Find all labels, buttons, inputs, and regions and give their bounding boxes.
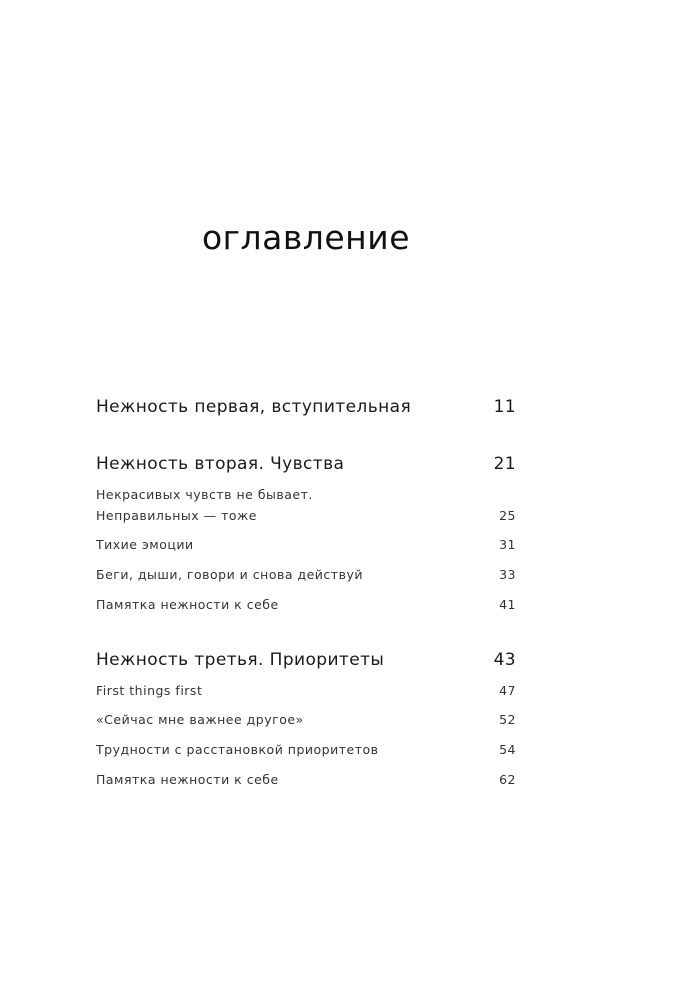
toc-section[interactable] <box>96 454 516 474</box>
toc-item[interactable] <box>96 772 516 787</box>
toc-page-number: 54 <box>499 742 516 757</box>
toc-item[interactable] <box>96 683 516 698</box>
toc-item-label: Беги, дыши, говори и снова действуй <box>96 567 363 582</box>
toc-item-label: Трудности с расстановкой приоритетов <box>96 742 379 757</box>
toc-page-number: 62 <box>499 772 516 787</box>
toc-section-label: Нежность третья. Приоритеты <box>96 650 385 670</box>
toc-item-label: Тихие эмоции <box>96 537 194 552</box>
toc-page-number: 31 <box>499 537 516 552</box>
toc-page-number: 33 <box>499 567 516 582</box>
toc-item[interactable] <box>96 597 516 612</box>
toc-page-number: 25 <box>499 508 516 523</box>
page-title: оглавление <box>201 218 410 257</box>
toc-page-number: 43 <box>493 650 516 670</box>
toc-item[interactable] <box>96 537 516 552</box>
toc-item-line1 <box>96 487 516 502</box>
toc-section-label: Нежность первая, вступительная <box>96 397 412 417</box>
toc-page-number: 21 <box>493 454 516 474</box>
toc-item-label: Памятка нежности к себе <box>96 772 279 787</box>
toc-section-label: Нежность вторая. Чувства <box>96 454 345 474</box>
toc-page-number: 47 <box>499 683 516 698</box>
toc-item[interactable] <box>96 712 516 727</box>
toc-section[interactable] <box>96 650 516 670</box>
toc-page-number: 41 <box>499 597 516 612</box>
toc-item[interactable] <box>96 567 516 582</box>
toc-item-label: Памятка нежности к себе <box>96 597 279 612</box>
toc-item[interactable] <box>96 508 516 523</box>
toc-item-label: Неправильных — тоже <box>96 508 257 523</box>
toc-page-number: 11 <box>493 397 516 417</box>
toc-page-number: 52 <box>499 712 516 727</box>
toc-item-label: «Сейчас мне важнее другое» <box>96 712 304 727</box>
toc-item-label: First things first <box>96 683 203 698</box>
toc-section[interactable] <box>96 397 516 417</box>
toc-item[interactable] <box>96 742 516 757</box>
toc-item-label: Некрасивых чувств не бывает. <box>96 487 313 502</box>
